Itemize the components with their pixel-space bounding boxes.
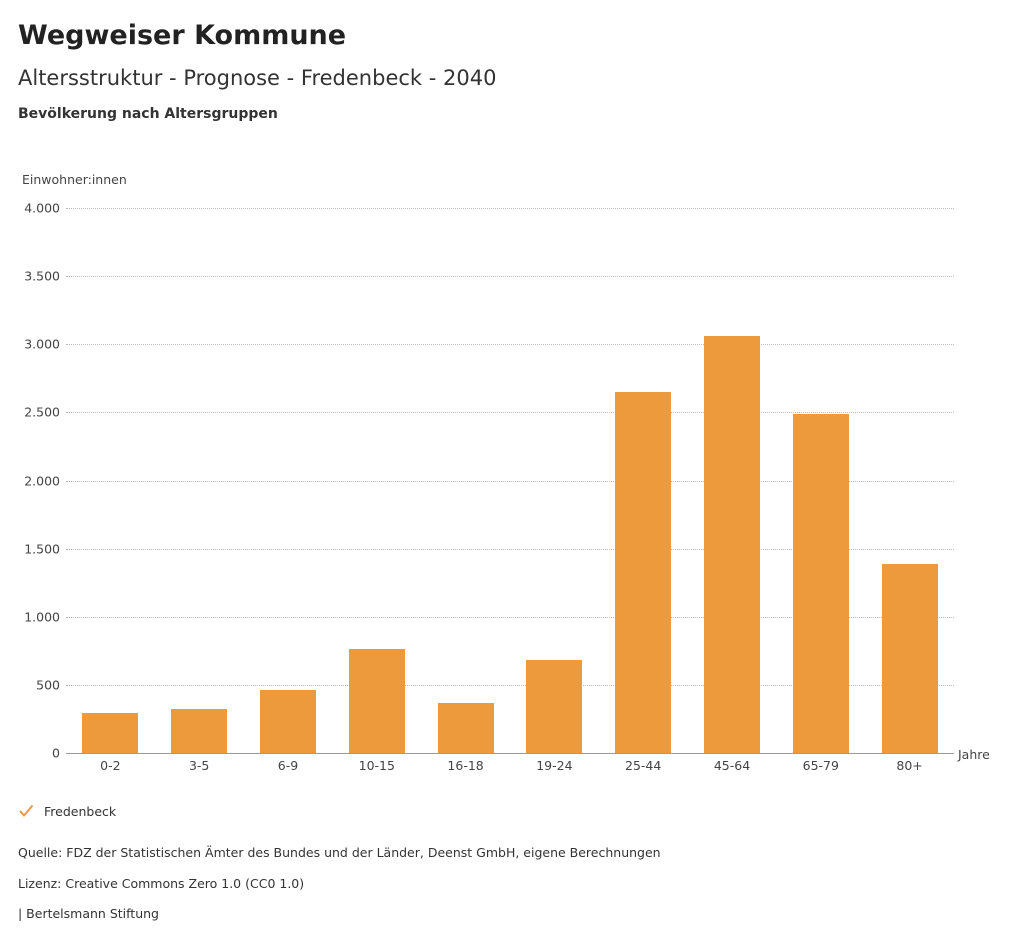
y-axis-tick: 2.000 xyxy=(24,473,60,488)
x-axis-tick: 65-79 xyxy=(802,758,839,773)
x-axis-label: Jahre xyxy=(958,747,990,762)
chart-section-title: Bevölkerung nach Altersgruppen xyxy=(18,106,278,122)
bar[interactable] xyxy=(438,703,494,753)
x-axis-tick: 3-5 xyxy=(188,758,210,773)
y-axis-tick: 1.500 xyxy=(24,541,60,557)
bar[interactable] xyxy=(793,414,849,753)
legend-item-label: Fredenbeck xyxy=(44,803,117,819)
x-axis-tick: 16-18 xyxy=(447,758,484,773)
y-axis-tick: 0 xyxy=(52,745,60,761)
x-axis-tick: 19-24 xyxy=(536,758,573,773)
page-subtitle: Altersstruktur - Prognose - Fredenbeck - 2040 xyxy=(18,66,497,90)
license-note: Lizenz: Creative Commons Zero 1.0 (CC0 1.0) xyxy=(18,876,305,891)
bar[interactable] xyxy=(704,336,760,753)
plot-area xyxy=(66,208,954,753)
source-note: Quelle: FDZ der Statistischen Ämter des Bundes und der Länder, Deenst GmbH, eigene Berechnungen xyxy=(18,845,661,860)
x-axis-tick: 25-44 xyxy=(625,758,662,773)
gridline xyxy=(66,344,954,345)
bar[interactable] xyxy=(526,660,582,753)
bar[interactable] xyxy=(82,713,138,753)
publisher-note: | Bertelsmann Stiftung xyxy=(18,906,159,921)
bar[interactable] xyxy=(260,690,316,753)
y-axis-tick: 1.000 xyxy=(24,609,60,625)
check-icon xyxy=(18,803,34,819)
x-axis-tick: 80+ xyxy=(896,758,923,773)
axis-baseline xyxy=(66,753,954,754)
bar[interactable] xyxy=(882,564,938,753)
legend[interactable] xyxy=(18,803,116,819)
bar[interactable] xyxy=(349,649,405,753)
y-axis-tick: 500 xyxy=(36,677,60,693)
x-axis-tick: 6-9 xyxy=(277,758,299,773)
gridline xyxy=(66,208,954,209)
y-axis-tick: 3.000 xyxy=(24,336,60,352)
y-axis-tick: 2.500 xyxy=(24,404,60,420)
page-title: Wegweiser Kommune xyxy=(18,20,347,51)
y-axis-label: Einwohner:innen xyxy=(22,172,127,187)
x-axis-tick: 10-15 xyxy=(358,758,395,773)
x-axis-tick: 0-2 xyxy=(100,758,121,773)
bar[interactable] xyxy=(615,392,671,753)
gridline xyxy=(66,276,954,277)
bar[interactable] xyxy=(171,709,227,753)
y-axis-tick: 3.500 xyxy=(24,268,60,284)
x-axis-tick: 45-64 xyxy=(713,758,751,773)
y-axis-tick: 4.000 xyxy=(24,200,60,216)
y-axis-tick-labels xyxy=(0,200,60,761)
